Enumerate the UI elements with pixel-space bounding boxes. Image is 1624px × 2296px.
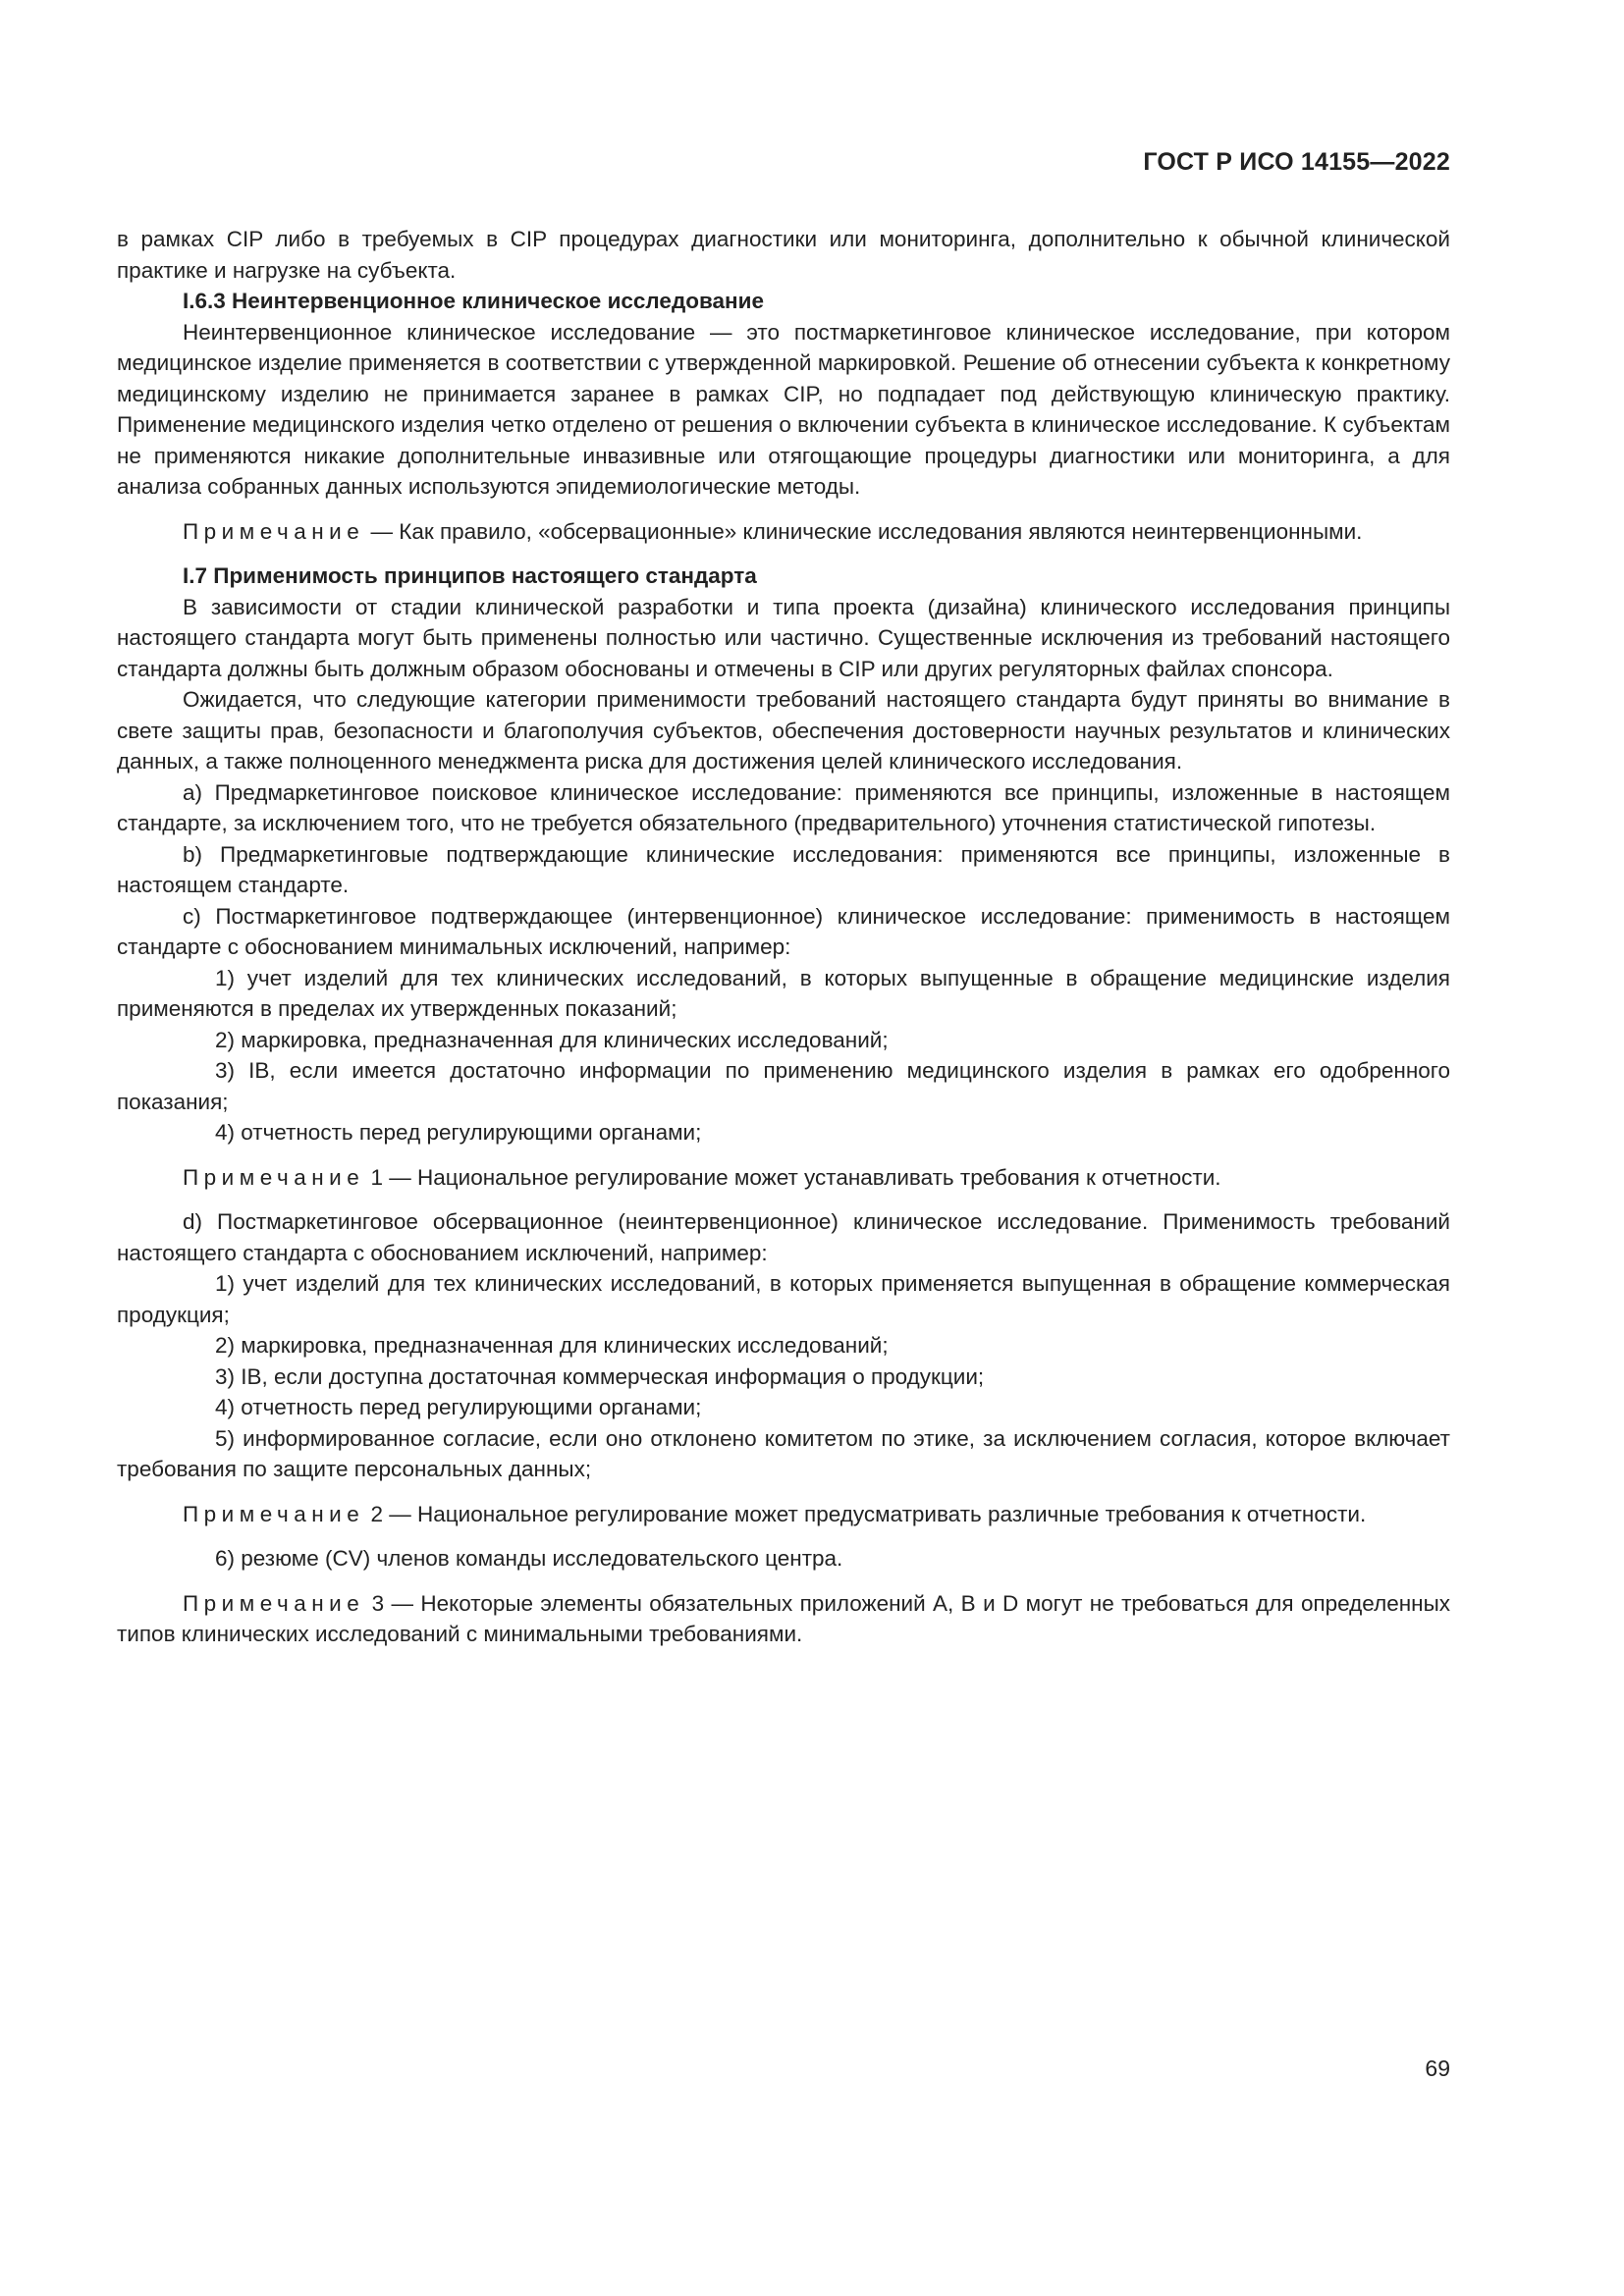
paragraph-i-7-2: Ожидается, что следующие категории применимости требований настоящего стандарта будут приняты во внимание в свете защиты прав, безопасности и благополучия субъектов, обеспечения достоверности научных результатов и клинических данных, а также полноценного менеджмента риска для достижения целей клинического исследования. [117,687,1450,774]
list-item-d-4: 4) отчетность перед регулирующими органами; [215,1395,702,1419]
document-body [117,224,1450,1650]
note-label: Примечание [183,1164,365,1190]
note-text: 1 — Национальное регулирование может устанавливать требования к отчетности. [364,1164,1221,1190]
list-item-d-3: 3) IB, если доступна достаточная коммерческая информация о продукции; [215,1363,985,1389]
list-item-a: a) Предмаркетинговое поисковое клиническое исследование: применяются все принципы, изложенные в настоящем стандарте, за исключением того, что не требуется обязательного (предварительного) уточнения статистической гипотезы. [117,779,1450,835]
note-1 [117,1162,1450,1194]
list-item-d-1: 1) учет изделий для тех клинических исследований, в которых применяется выпущенная в обращение коммерческая продукция; [117,1271,1450,1327]
paragraph-i-7-1: В зависимости от стадии клинической разработки и типа проекта (дизайна) клинического исследования принципы настоящего стандарта могут быть применены полностью или частично. Существенные исключения из требований настоящего стандарта должны быть должным образом обоснованы и отмечены в CIP или других регуляторных файлах спонсора. [117,594,1450,681]
note-text: 2 — Национальное регулирование может предусматривать различные требования к отчетности. [364,1501,1367,1526]
intro-paragraph: в рамках CIP либо в требуемых в CIP процедурах диагностики или мониторинга, дополнительно к обычной клинической практике и нагрузке на субъекта. [117,227,1450,283]
note-text: 3 — Некоторые элементы обязательных приложений A, B и D могут не требоваться для определенных типов клинических исследований с минимальными требованиями. [117,1590,1450,1646]
note-3 [117,1588,1450,1650]
note-text: — Как правило, «обсервационные» клинические исследования являются неинтервенционными. [364,518,1363,544]
list-item-c-2: 2) маркировка, предназначенная для клинических исследований; [215,1027,889,1052]
note-noninterventional [117,516,1450,548]
standard-code-header: ГОСТ Р ИСО 14155—2022 [1143,148,1450,176]
list-item-b: b) Предмаркетинговые подтверждающие клинические исследования: применяются все принципы, изложенные в настоящем стандарте. [117,841,1450,897]
list-item-c-1: 1) учет изделий для тех клинических исследований, в которых выпущенные в обращение медицинские изделия применяются в пределах их утвержденных показаний; [117,965,1450,1021]
list-item-d-6: 6) резюме (CV) членов команды исследовательского центра. [215,1546,843,1571]
page-number: 69 [1425,2056,1450,2081]
list-item-c: c) Постмаркетинговое подтверждающее (интервенционное) клиническое исследование: применимость в настоящем стандарте с обоснованием минимальных исключений, например: [117,903,1450,959]
section-heading-i-7: I.7 Применимость принципов настоящего стандарта [183,563,757,588]
list-item-d: d) Постмаркетинговое обсервационное (неинтервенционное) клиническое исследование. Применимость требований настоящего стандарта с обоснованием исключений, например: [117,1209,1450,1265]
list-item-c-4: 4) отчетность перед регулирующими органами; [215,1120,702,1145]
list-item-c-3: 3) IB, если имеется достаточно информации по применению медицинского изделия в рамках его одобренного показания; [117,1058,1450,1114]
note-label: Примечание [183,518,365,544]
note-label: Примечание [183,1501,365,1526]
note-label: Примечание [183,1590,365,1616]
list-item-d-2: 2) маркировка, предназначенная для клинических исследований; [215,1333,889,1358]
paragraph-i-6-3: Неинтервенционное клиническое исследование — это постмаркетинговое клиническое исследование, при котором медицинское изделие применяется в соответствии с утвержденной маркировкой. Решение об отнесении субъекта к конкретному медицинскому изделию не принимается заранее в рамках CIP, но подпадает под действующую клиническую практику. Применение медицинского изделия четко отделено от решения о включении субъекта в клиническое исследование. К субъектам не применяются никакие дополнительные инвазивные или отягощающие процедуры диагностики или мониторинга, а для анализа собранных данных используются эпидемиологические методы. [117,319,1450,499]
section-heading-i-6-3: I.6.3 Неинтервенционное клиническое исследование [183,289,764,313]
note-2 [117,1499,1450,1530]
list-item-d-5: 5) информированное согласие, если оно отклонено комитетом по этике, за исключением согласия, которое включает требования по защите персональных данных; [117,1425,1450,1481]
